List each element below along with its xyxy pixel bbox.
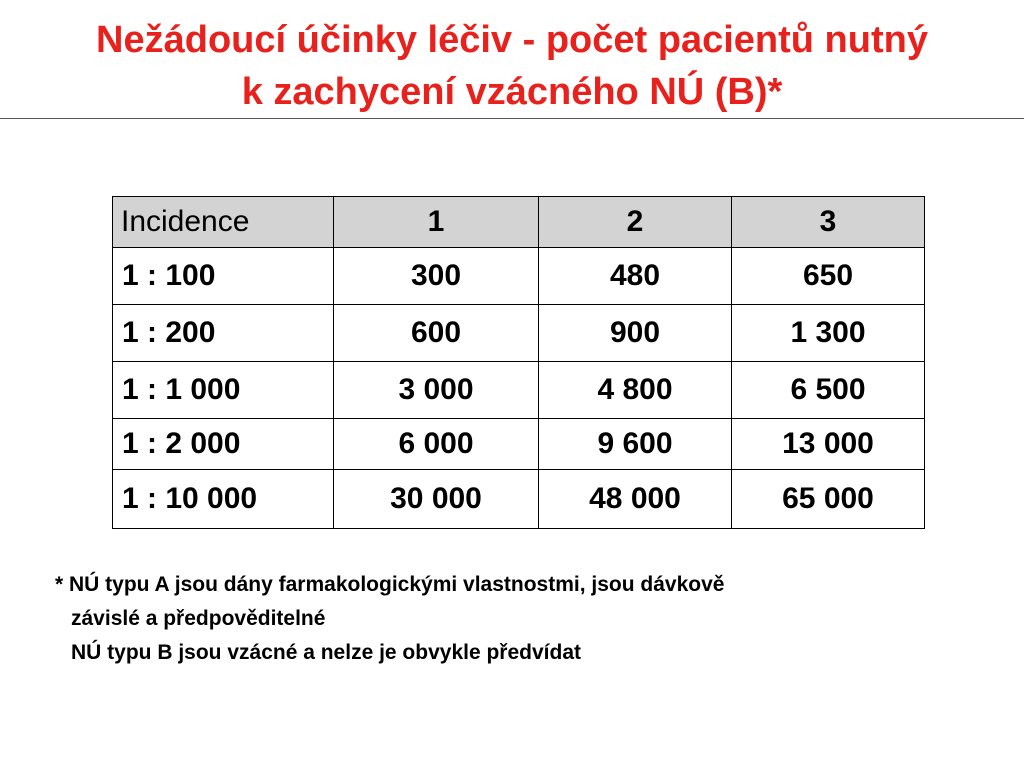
value-cell: 6 500 <box>732 362 925 419</box>
value-cell: 480 <box>539 248 732 305</box>
value-cell: 900 <box>539 305 732 362</box>
value-cell: 650 <box>732 248 925 305</box>
table-row <box>113 248 925 305</box>
value-cell: 9 600 <box>539 419 732 470</box>
value-cell: 3 000 <box>334 362 539 419</box>
value-cell: 30 000 <box>334 470 539 529</box>
header-col-2: 2 <box>539 197 732 248</box>
value-cell: 300 <box>334 248 539 305</box>
table-header-row <box>113 197 925 248</box>
table-row <box>113 419 925 470</box>
value-cell: 1 300 <box>732 305 925 362</box>
value-cell: 600 <box>334 305 539 362</box>
slide-title <box>0 14 1024 118</box>
incidence-cell: 1 : 1 000 <box>113 362 334 419</box>
incidence-cell: 1 : 200 <box>113 305 334 362</box>
table-row <box>113 305 925 362</box>
value-cell: 4 800 <box>539 362 732 419</box>
header-col-1: 1 <box>334 197 539 248</box>
footnote <box>55 568 995 670</box>
footnote-line-3: NÚ typu B jsou vzácné a nelze je obvykle předvídat <box>71 641 581 664</box>
header-incidence: Incidence <box>113 197 334 248</box>
value-cell: 13 000 <box>732 419 925 470</box>
value-cell: 65 000 <box>732 470 925 529</box>
incidence-table <box>112 196 925 529</box>
incidence-cell: 1 : 10 000 <box>113 470 334 529</box>
table-row <box>113 362 925 419</box>
slide-title-line-1: Nežádoucí účinky léčiv - počet pacientů nutný <box>96 19 928 61</box>
slide-title-line-2: k zachycení vzácného NÚ (B)* <box>241 71 783 113</box>
footnote-line-2: závislé a předpověditelné <box>71 607 326 630</box>
incidence-cell: 1 : 100 <box>113 248 334 305</box>
table-row <box>113 470 925 529</box>
value-cell: 6 000 <box>334 419 539 470</box>
footnote-line-1: * NÚ typu A jsou dány farmakologickými vlastnostmi, jsou dávkově <box>55 573 725 596</box>
header-col-3: 3 <box>732 197 925 248</box>
incidence-cell: 1 : 2 000 <box>113 419 334 470</box>
title-divider <box>0 118 1024 119</box>
value-cell: 48 000 <box>539 470 732 529</box>
